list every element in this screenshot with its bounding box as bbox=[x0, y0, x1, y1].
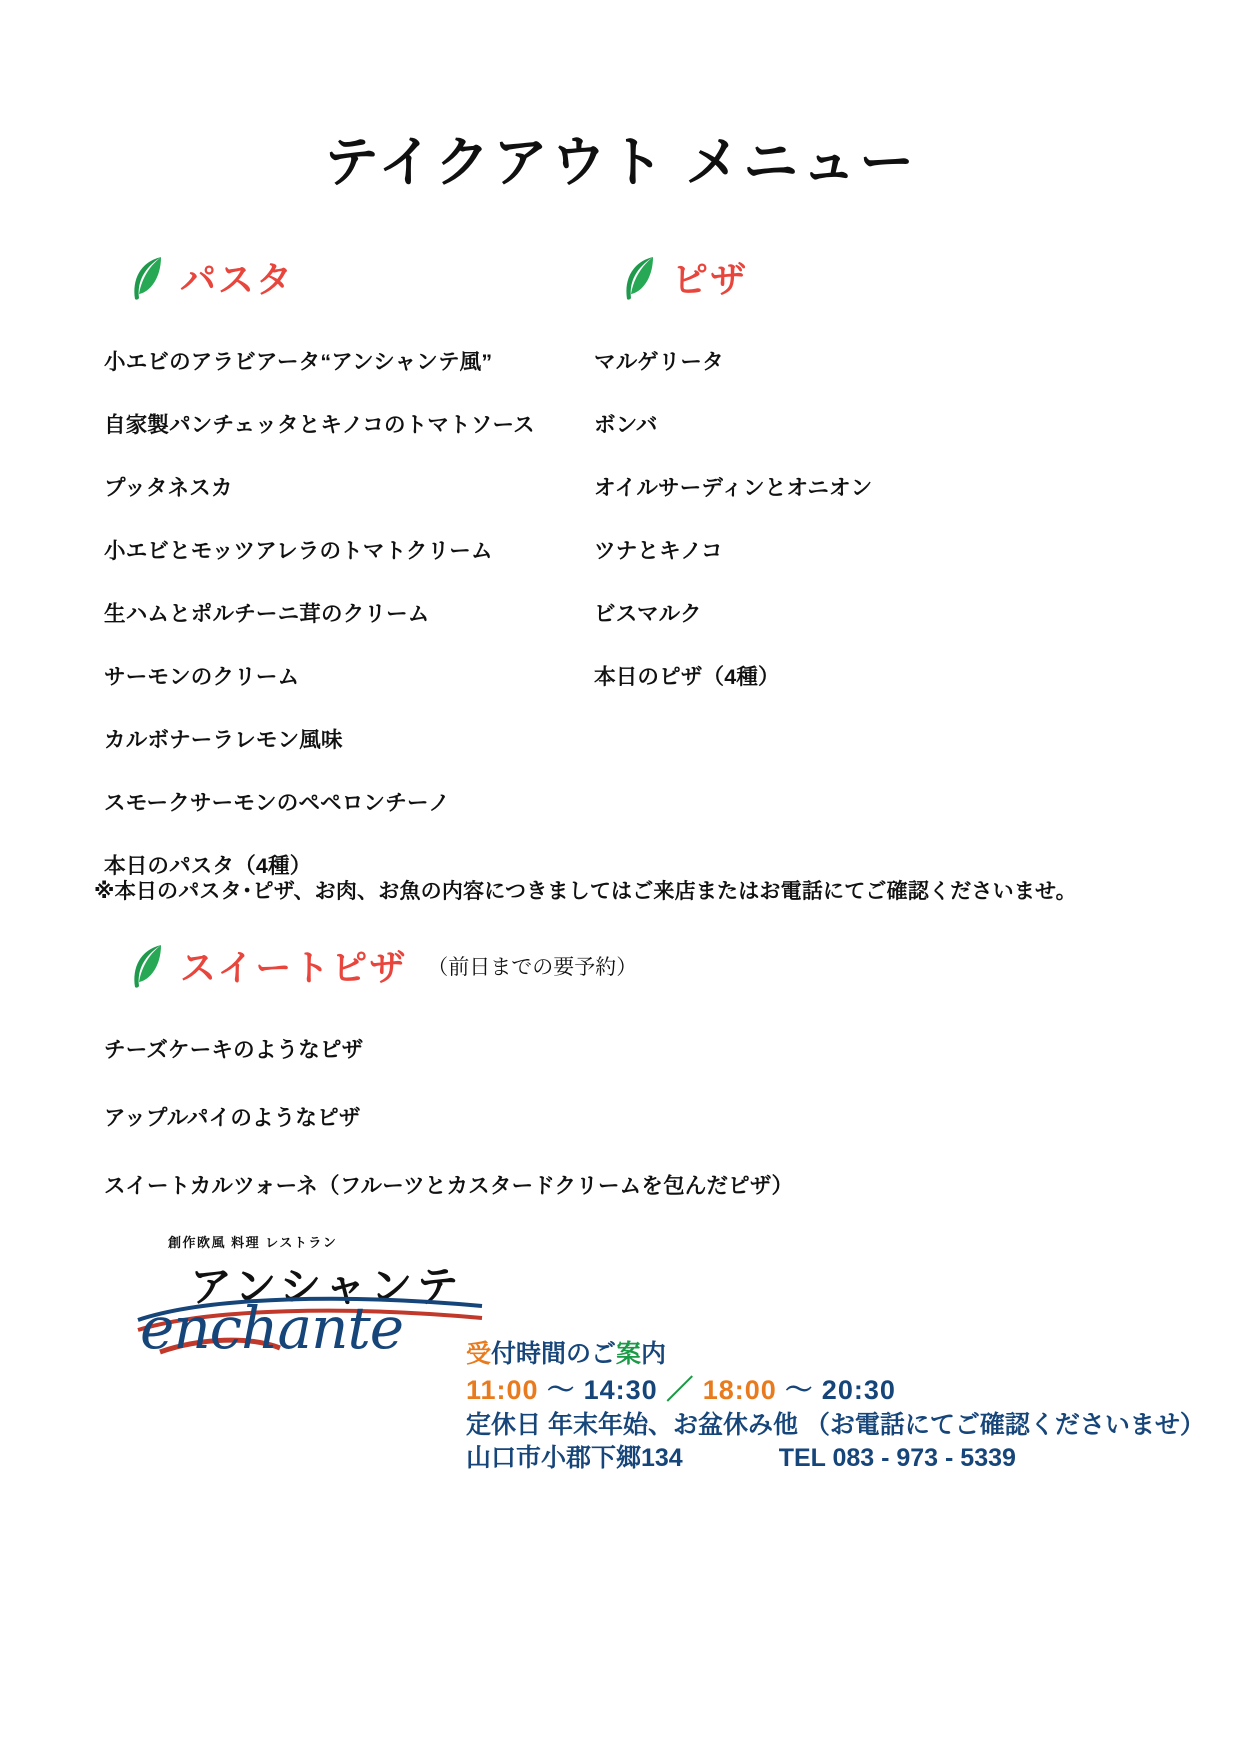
page-title: テイクアウト メニュー bbox=[323, 131, 918, 193]
list-item: スモークサーモンのペペロンチーノ bbox=[104, 791, 450, 815]
hours-tilde-1: 〜 bbox=[547, 1375, 576, 1405]
hours-end-1: 14:30 bbox=[583, 1375, 658, 1405]
hours-start-1: 11:00 bbox=[466, 1375, 539, 1405]
hours-label-part-3: 案 bbox=[616, 1340, 642, 1368]
hours-tilde-2: 〜 bbox=[785, 1375, 814, 1405]
hours-label bbox=[466, 1338, 1186, 1371]
section-title-sweet-pizza: スイートピザ bbox=[180, 947, 408, 988]
hours-label-part-4: 内 bbox=[641, 1340, 667, 1368]
list-item: スイートカルツォーネ（フルーツとカスタードクリームを包んだピザ） bbox=[104, 1174, 794, 1198]
hours-separator: ／ bbox=[666, 1375, 695, 1405]
tel-label: TEL bbox=[778, 1444, 826, 1472]
hours-label-part-1: 受 bbox=[466, 1340, 492, 1368]
list-item: サーモンのクリーム bbox=[104, 665, 300, 689]
restaurant-logo bbox=[120, 1232, 500, 1372]
footnote: ※本日のパスタ･ピザ、お肉、お魚の内容につきましてはご来店またはお電話にてご確認くださいませ。 bbox=[94, 880, 1077, 903]
section-title-pizza: ピザ bbox=[672, 259, 749, 300]
menu-list-pasta bbox=[104, 345, 574, 912]
leaf-icon bbox=[130, 942, 166, 990]
list-item: ツナとキノコ bbox=[594, 539, 723, 563]
hours-label-part-2: 付時間のご bbox=[491, 1340, 617, 1368]
contact-info bbox=[466, 1338, 1205, 1475]
list-item: マルゲリータ bbox=[594, 350, 724, 374]
section-heading-sweet-pizza bbox=[130, 940, 637, 991]
logo-script-name: enchante bbox=[140, 1294, 404, 1362]
address-and-tel bbox=[466, 1442, 1186, 1475]
list-item: プッタネスカ bbox=[104, 476, 233, 500]
logo-kana-name: アンシャンテ bbox=[190, 1263, 463, 1310]
hours-start-2: 18:00 bbox=[702, 1375, 777, 1405]
list-item: カルボナーラレモン風味 bbox=[104, 728, 343, 752]
menu-list-pizza bbox=[594, 345, 1014, 723]
list-item: オイルサーディンとオニオン bbox=[594, 476, 873, 500]
list-item: 小エビとモッツアレラのトマトクリーム bbox=[104, 539, 493, 563]
section-heading-pasta bbox=[130, 252, 294, 303]
list-item: ビスマルク bbox=[594, 602, 702, 626]
business-hours bbox=[466, 1371, 1186, 1409]
address: 山口市小郡下郷134 bbox=[466, 1444, 683, 1472]
leaf-icon bbox=[622, 254, 658, 302]
list-item: ボンバ bbox=[594, 413, 658, 437]
section-note-sweet-pizza: （前日までの要予約） bbox=[427, 955, 638, 979]
list-item: アップルパイのようなピザ bbox=[104, 1106, 361, 1130]
list-item: 本日のパスタ（4種） bbox=[104, 854, 312, 878]
menu-list-sweet-pizza bbox=[104, 1033, 1004, 1237]
section-title-pasta: パスタ bbox=[180, 259, 295, 300]
list-item: 小エビのアラビアータ“アンシャンテ風” bbox=[104, 350, 493, 374]
list-item: 本日のピザ（4種） bbox=[594, 665, 780, 689]
hours-end-2: 20:30 bbox=[821, 1375, 896, 1405]
list-item: チーズケーキのようなピザ bbox=[104, 1038, 364, 1062]
closed-days: 定休日 年末年始、お盆休み他 （お電話にてご確認くださいませ） bbox=[466, 1411, 1205, 1439]
leaf-icon bbox=[130, 254, 166, 302]
list-item: 自家製パンチェッタとキノコのトマトソース bbox=[104, 413, 535, 437]
tel-number[interactable]: 083 - 973 - 5339 bbox=[832, 1444, 1016, 1472]
list-item: 生ハムとポルチーニ茸のクリーム bbox=[104, 602, 430, 626]
logo-tagline: 創作欧風 料理 レストラン bbox=[168, 1235, 338, 1250]
section-heading-pizza bbox=[622, 252, 748, 303]
